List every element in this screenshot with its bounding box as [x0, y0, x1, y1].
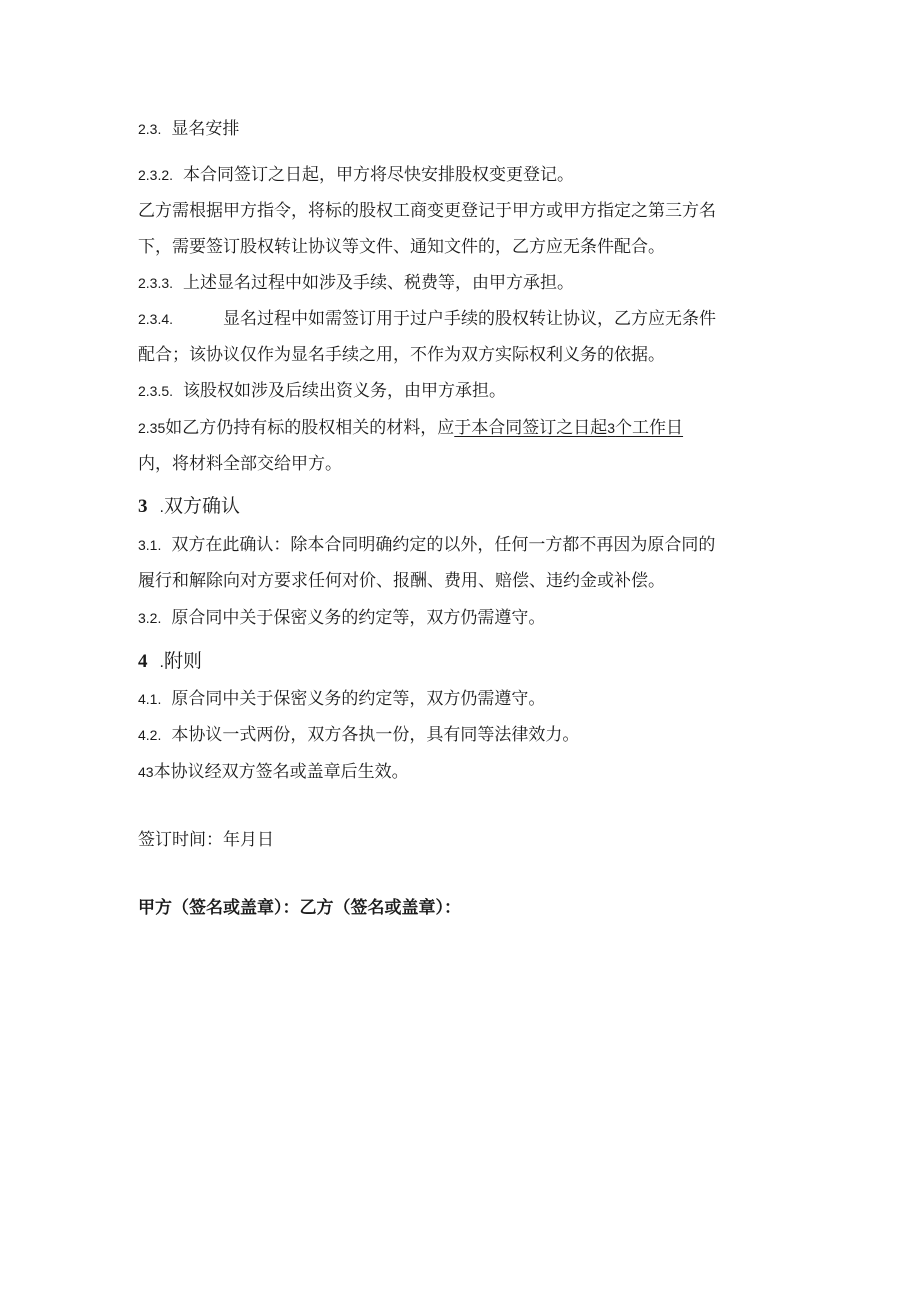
clause-number: 3.2.: [138, 610, 162, 626]
clause-2-3-2: [138, 164, 574, 186]
clause-number: 2.35: [138, 420, 166, 436]
underlined-text: 于本合同签订之日起3个工作日: [454, 418, 684, 438]
clause-text: 本协议经双方签名或盖章后生效。: [153, 762, 409, 782]
clause-number: 4.2.: [138, 727, 162, 743]
clause-continuation: 履行和解除向对方要求任何对价、报酬、费用、赔偿、违约金或补偿。: [138, 571, 665, 591]
signature-line: 甲方（签名或盖章）：乙方（签名或盖章）：: [138, 898, 461, 918]
heading-title: 附则: [163, 650, 202, 672]
clause-text: 原合同中关于保密义务的约定等，双方仍需遵守。: [171, 608, 546, 628]
clause-text: 双方在此确认：除本合同明确约定的以外，任何一方都不再因为原合同的: [171, 535, 716, 555]
clause-text: 本协议一式两份，双方各执一份，具有同等法律效力。: [171, 725, 580, 745]
clause-text: 显名过程中如需签订用于过户手续的股权转让协议，乙方应无条件: [223, 309, 717, 329]
clause-number: 2.3.3.: [138, 275, 174, 291]
clause-2-35: [138, 417, 683, 439]
heading-number: 3: [138, 496, 148, 517]
section-number: 2.3.: [138, 121, 162, 137]
clause-continuation: 内，将材料全部交给甲方。: [138, 454, 342, 474]
clause-4-2: [138, 724, 579, 746]
heading-4: 4 .附则: [138, 650, 202, 672]
clause-text: 原合同中关于保密义务的约定等，双方仍需遵守。: [171, 689, 546, 709]
heading-number: 4: [138, 651, 148, 672]
clause-text: 如乙方仍持有标的股权相关的材料，应: [165, 418, 455, 438]
clause-continuation: 配合；该协议仅作为显名手续之用，不作为双方实际权利义务的依据。: [138, 345, 665, 365]
heading-title: 双方确认: [163, 495, 240, 517]
clause-3-1: [138, 534, 715, 556]
clause-3-2: [138, 607, 545, 629]
clause-number: 2.3.4.: [138, 311, 174, 327]
clause-number: 2.3.5.: [138, 383, 174, 399]
clause-number: 3.1.: [138, 537, 162, 553]
paragraph-line: 乙方需根据甲方指令，将标的股权工商变更登记于甲方或甲方指定之第三方名: [138, 201, 716, 221]
clause-text: 上述显名过程中如涉及手续、税费等，由甲方承担。: [183, 273, 575, 293]
clause-2-3-5: [138, 380, 506, 402]
clause-number: 2.3.2.: [138, 167, 174, 183]
clause-number: 4.1.: [138, 691, 162, 707]
clause-2-3-3: [138, 272, 574, 294]
clause-2-3-4: [138, 308, 716, 330]
clause-number: 43: [138, 764, 154, 780]
signing-time: 签订时间：年月日: [138, 830, 274, 850]
section-title: 显名安排: [171, 119, 240, 139]
clause-text: 本合同签订之日起，甲方将尽快安排股权变更登记。: [183, 165, 575, 185]
heading-3: 3 .双方确认: [138, 495, 240, 517]
clause-43: [138, 761, 409, 783]
paragraph-line: 下，需要签订股权转让协议等文件、通知文件的，乙方应无条件配合。: [138, 237, 665, 257]
clause-text: 该股权如涉及后续出资义务，由甲方承担。: [183, 381, 507, 401]
clause-4-1: [138, 688, 545, 710]
section-2-3: [138, 118, 239, 140]
